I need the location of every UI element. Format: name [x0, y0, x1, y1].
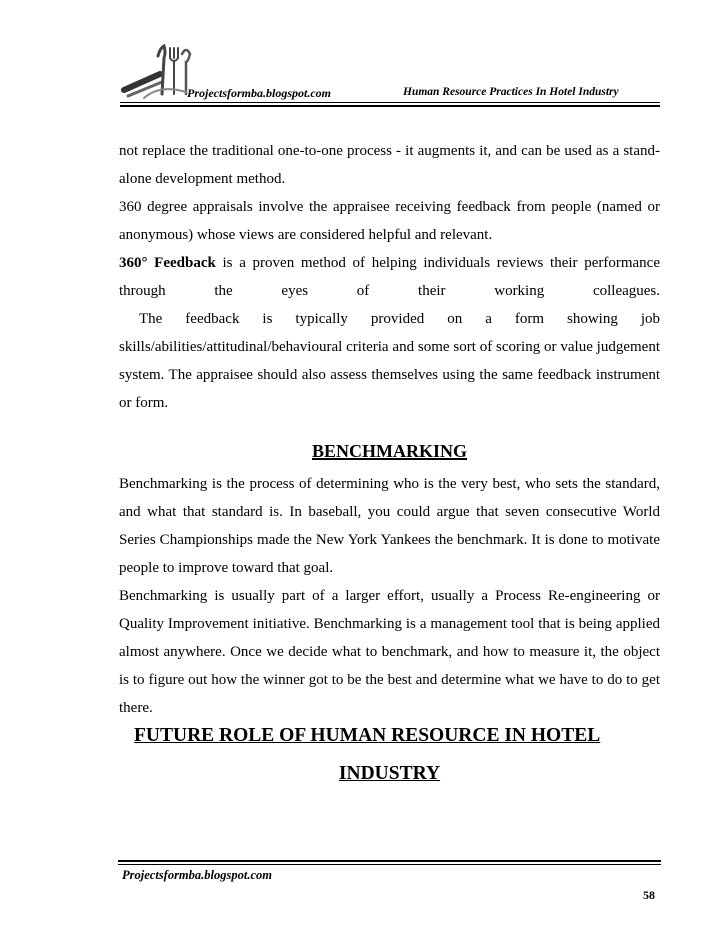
section-heading	[119, 722, 660, 750]
page-body	[119, 137, 660, 788]
section-heading-line: FUTURE ROLE OF HUMAN RESOURCE IN HOTEL	[134, 725, 601, 746]
header-rule-thick	[120, 105, 660, 107]
header-site: Projectsformba.blogspot.com	[187, 86, 331, 100]
section-heading-line: INDUSTRY	[338, 763, 441, 784]
bold-term: 360° Feedback	[119, 255, 216, 271]
paragraph: The feedback is typically provided on a form showing job skills/abilities/attitudinal/behavioural criteria and some sort of scoring or value judgement system. The appraisee should also assess themselves using the same feedback instrument or form.	[119, 311, 660, 411]
paragraph: Benchmarking is the process of determining who is the very best, who sets the standard, and what that standard is. In baseball, you could argue that seven consecutive World Series Championships made the New York Yankees the benchmark. It is done to motivate people to improve toward that goal.	[119, 476, 660, 576]
header-rule	[120, 102, 660, 103]
cutlery-logo-icon	[120, 44, 194, 100]
paragraph: 360 degree appraisals involve the appraisee receiving feedback from people (named or anonymous) whose views are considered helpful and relevant.	[119, 199, 660, 243]
footer-site: Projectsformba.blogspot.com	[122, 868, 272, 882]
footer-rule	[118, 864, 661, 865]
footer-rule-thick	[118, 860, 661, 862]
section-heading	[119, 760, 660, 788]
header-title: Human Resource Practices In Hotel Industry	[403, 86, 619, 98]
section-heading: BENCHMARKING	[311, 441, 467, 461]
paragraph: Benchmarking is usually part of a larger effort, usually a Process Re-engineering or Quality Improvement initiative. Benchmarking is a management tool that is being applied almost anywhere. Once we decide what to benchmark, and how to measure it, the object is to figure out how the winner got to be the best and determine what we have to do to get there.	[119, 588, 660, 716]
paragraph-text: is a proven method of helping individuals reviews their performance through the eyes of their working colleagues.	[119, 255, 660, 299]
paragraph: not replace the traditional one-to-one process - it augments it, and can be used as a stand-alone development method.	[119, 143, 660, 187]
page-number: 58	[643, 888, 655, 902]
paragraph	[119, 249, 660, 305]
